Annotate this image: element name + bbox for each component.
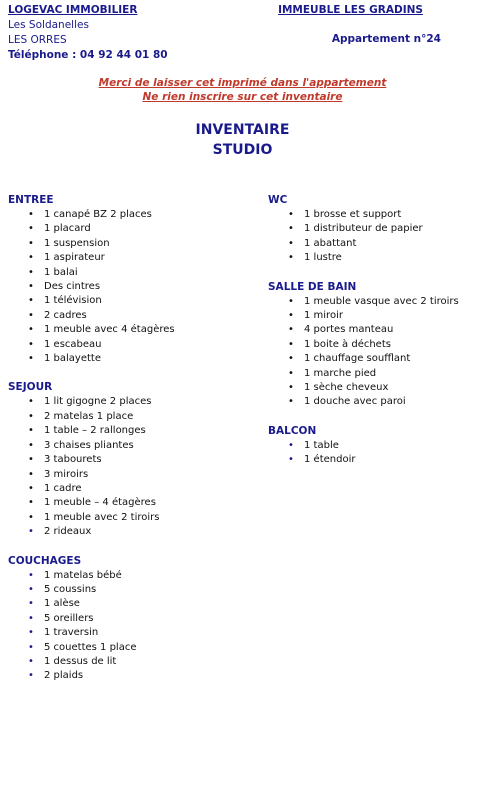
title-line-2: STUDIO bbox=[212, 142, 273, 158]
inventory-item: • 1 table – 2 rallonges bbox=[8, 424, 248, 438]
inventory-item: • 5 couettes 1 place bbox=[8, 641, 248, 655]
address-line-1: Les Soldanelles bbox=[8, 19, 89, 31]
left-column bbox=[8, 193, 248, 698]
section-title: SALLE DE BAIN bbox=[268, 280, 357, 293]
inventory-item: • 1 table bbox=[268, 439, 483, 453]
inventory-item: • 1 traversin bbox=[8, 626, 248, 640]
inventory-item: • 1 meuble avec 4 étagères bbox=[8, 323, 248, 337]
inventory-item: • 2 plaids bbox=[8, 669, 248, 683]
inventory-item: • 1 brosse et support bbox=[268, 208, 483, 222]
item-list bbox=[268, 439, 483, 468]
document-title bbox=[0, 120, 485, 160]
inventory-item: • 1 balai bbox=[8, 266, 248, 280]
inventory-item: • 1 aspirateur bbox=[8, 251, 248, 265]
inventory-item: • 1 abattant bbox=[268, 237, 483, 251]
item-list bbox=[8, 395, 248, 539]
inventory-item: • 1 meuble avec 2 tiroirs bbox=[8, 511, 248, 525]
inventory-item: • 1 canapé BZ 2 places bbox=[8, 208, 248, 222]
inventory-item: • 4 portes manteau bbox=[268, 323, 483, 337]
notice bbox=[0, 76, 485, 104]
inventory-item: • 1 télévision bbox=[8, 294, 248, 308]
inventory-item: • 1 dessus de lit bbox=[8, 655, 248, 669]
inventory-item: • 1 sèche cheveux bbox=[268, 381, 483, 395]
inventory-section bbox=[8, 193, 248, 366]
section-title: BALCON bbox=[268, 424, 317, 437]
inventory-item: • 1 chauffage soufflant bbox=[268, 352, 483, 366]
notice-line-2: Ne rien inscrire sur cet inventaire bbox=[142, 91, 343, 103]
building-name: IMMEUBLE LES GRADINS bbox=[278, 4, 423, 16]
inventory-item: • 1 lustre bbox=[268, 251, 483, 265]
inventory-item: • 1 meuble – 4 étagères bbox=[8, 496, 248, 510]
inventory-item: • 1 placard bbox=[8, 222, 248, 236]
inventory-item: • 3 tabourets bbox=[8, 453, 248, 467]
inventory-section bbox=[8, 380, 248, 539]
item-list bbox=[268, 208, 483, 266]
inventory-item: • 1 lit gigogne 2 places bbox=[8, 395, 248, 409]
company-name: LOGEVAC IMMOBILIER bbox=[8, 4, 138, 16]
section-title: WC bbox=[268, 194, 288, 206]
inventory-item: • 2 cadres bbox=[8, 309, 248, 323]
inventory-item: • 1 alèse bbox=[8, 597, 248, 611]
section-title: ENTREE bbox=[8, 194, 54, 206]
item-list bbox=[8, 208, 248, 366]
item-list bbox=[268, 295, 483, 410]
section-title: COUCHAGES bbox=[8, 554, 82, 567]
inventory-section bbox=[268, 193, 483, 266]
inventory-item: • 3 miroirs bbox=[8, 468, 248, 482]
inventory-item: • 1 miroir bbox=[268, 309, 483, 323]
inventory-item: • 1 balayette bbox=[8, 352, 248, 366]
inventory-item: • 2 rideaux bbox=[8, 525, 248, 539]
inventory-section bbox=[8, 554, 248, 684]
inventory-item: • 1 cadre bbox=[8, 482, 248, 496]
inventory-item: • 1 escabeau bbox=[8, 338, 248, 352]
inventory-section bbox=[268, 424, 483, 468]
title-line-1: INVENTAIRE bbox=[195, 122, 290, 138]
inventory-item: • 5 coussins bbox=[8, 583, 248, 597]
section-title: SEJOUR bbox=[8, 381, 53, 394]
inventory-item: • 1 distributeur de papier bbox=[268, 222, 483, 236]
apartment-number: Appartement n°24 bbox=[331, 33, 441, 45]
address-line-2: LES ORRES bbox=[8, 34, 67, 46]
phone-number: Téléphone : 04 92 44 01 80 bbox=[8, 49, 168, 61]
inventory-item: • 5 oreillers bbox=[8, 612, 248, 626]
inventory-item: • Des cintres bbox=[8, 280, 248, 294]
notice-line-1: Merci de laisser cet imprimé dans l'appartement bbox=[98, 77, 387, 89]
inventory-item: • 1 matelas bébé bbox=[8, 569, 248, 583]
inventory-item: • 1 meuble vasque avec 2 tiroirs bbox=[268, 295, 483, 309]
inventory-item: • 1 boite à déchets bbox=[268, 338, 483, 352]
inventory-item: • 1 suspension bbox=[8, 237, 248, 251]
agency-block bbox=[8, 3, 168, 63]
item-list bbox=[8, 569, 248, 684]
inventory-item: • 1 étendoir bbox=[268, 453, 483, 467]
inventory-item: • 2 matelas 1 place bbox=[8, 410, 248, 424]
property-block bbox=[278, 3, 441, 47]
inventory-item: • 1 marche pied bbox=[268, 367, 483, 381]
right-column bbox=[268, 193, 483, 482]
inventory-section bbox=[268, 280, 483, 410]
inventory-item: • 3 chaises pliantes bbox=[8, 439, 248, 453]
inventory-item: • 1 douche avec paroi bbox=[268, 395, 483, 409]
